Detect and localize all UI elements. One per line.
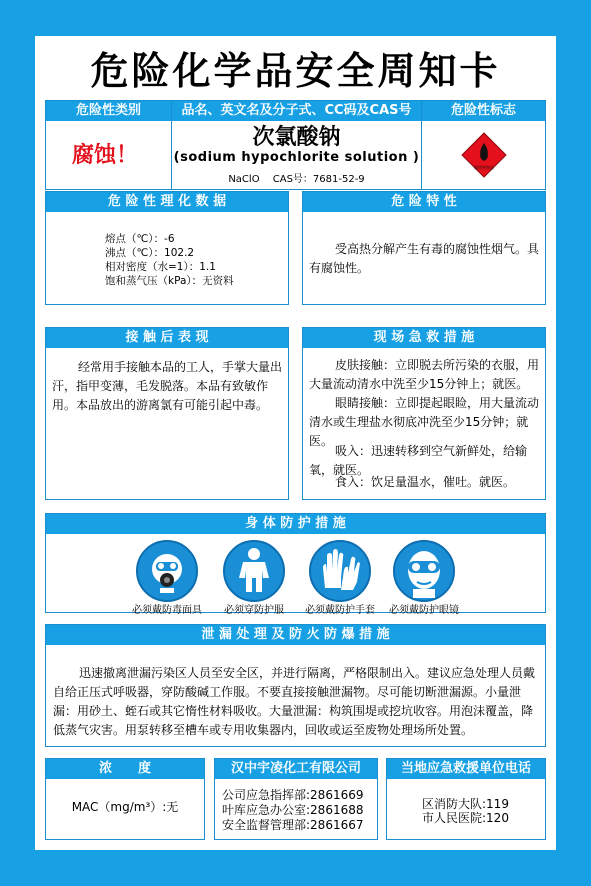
card-title: 危险化学品安全周知卡 (90, 49, 501, 93)
physical-line-1: 熔点（℃）：-6 (105, 233, 175, 245)
leak-text: 迅速撤离泄漏污染区人员至安全区，并进行隔离，严格限制出入。建议应急处理人员戴自给正压式呼吸器，穿防酸碱工作服。不要直接接触泄漏物。尽可能切断泄漏源。小量泄漏：用砂土、蛭石或其它惰性材料吸收。大量泄漏：构筑围堤或挖坑收容。用泡沫覆盖，降低蒸气灾害。用泵转移至槽车或专用收集器内，回收或运至废物处理场所处置。 (53, 666, 536, 737)
firstaid-inhalation: 吸入：迅速转移到空气新鲜处，给输氧，就医。 (309, 444, 528, 477)
header-name: 品名、英文名及分子式、CC码及CAS号 (172, 101, 421, 121)
caption-gas-mask: 必须戴防毒面具 (132, 605, 202, 616)
goggles-icon (393, 540, 455, 602)
protection-header: 身 体 防 护 措 施 (46, 514, 545, 534)
physical-line-2: 沸点（℃）：102.2 (105, 247, 195, 259)
rescue-line-2: 市人民医院:120 (422, 811, 509, 825)
hazard-header: 危 险 特 性 (303, 192, 545, 212)
physical-line-3: 相对密度（水=1）：1.1 (105, 261, 216, 273)
physical-line-4: 饱和蒸气压（kPa）：无资料 (105, 275, 234, 287)
contact-header: 接 触 后 表 现 (46, 328, 288, 348)
firstaid-ingestion: 食入：饮足量温水，催吐。就医。 (335, 475, 516, 489)
leak-header: 泄 漏 处 理 及 防 火 防 爆 措 施 (46, 625, 545, 645)
rescue-header: 当地应急救援单位电话 (387, 759, 545, 779)
header-category: 危险性类别 (46, 101, 171, 121)
company-line-2: 叶库应急办公室:2861688 (222, 803, 364, 817)
rescue-line-1: 区消防大队:119 (422, 797, 509, 811)
gas-mask-icon (136, 540, 198, 602)
firstaid-header: 现 场 急 救 措 施 (303, 328, 545, 348)
concentration-header: 浓 度 (46, 759, 204, 779)
hazard-text: 受高热分解产生有毒的腐蚀性烟气。具有腐蚀性。 (309, 242, 540, 275)
firstaid-eyes: 眼睛接触：立即提起眼睑，用大量流动清水或生理盐水彻底冲洗至少15分钟；就医。 (309, 396, 540, 448)
caption-goggles: 必须戴防护眼镜 (389, 605, 459, 616)
header-sign: 危险性标志 (422, 101, 545, 121)
caption-gloves: 必须戴防护手套 (305, 605, 375, 616)
divider (421, 101, 422, 189)
company-line-1: 公司应急指挥部:2861669 (222, 788, 364, 802)
sign-label: 腐蚀性物品 (474, 165, 494, 170)
firstaid-skin: 皮肤接触：立即脱去所污染的衣服，用大量流动清水中洗至少15分钟上；就医。 (309, 358, 540, 391)
caption-suit: 必须穿防护服 (224, 605, 284, 616)
chemical-name-en: (sodium hypochlorite solution ) (173, 150, 420, 165)
chemical-name-cn: 次氯酸钠 (252, 125, 341, 150)
physical-data-header: 危 险 性 理 化 数 据 (46, 192, 288, 212)
protective-suit-icon (223, 540, 285, 602)
hazard-category: 腐蚀！ (72, 143, 139, 168)
company-header: 汉中宇凌化工有限公司 (215, 759, 377, 779)
gloves-icon (309, 540, 371, 602)
formula-cas: NaClO CAS号：7681-52-9 (228, 174, 365, 185)
company-line-3: 安全监督管理部:2861667 (222, 818, 364, 832)
contact-text: 经常用手接触本品的工人，手掌大量出汗，指甲变薄，毛发脱落。本品有致敏作用。本品放出的游离氯有可能引起中毒。 (52, 360, 283, 412)
concentration-value: MAC（mg/m³）:无 (71, 800, 179, 814)
corrosive-sign-icon (460, 131, 508, 179)
